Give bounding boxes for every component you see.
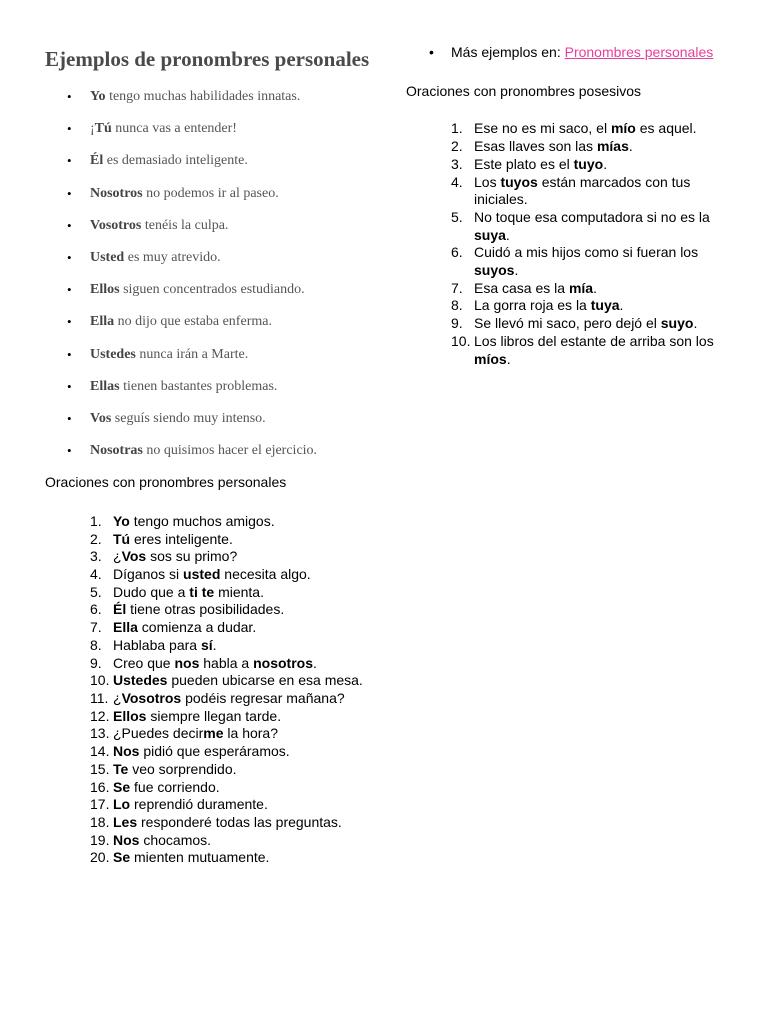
sentence-text: Cuidó a mis hijos como si fueran los (474, 244, 699, 261)
pronoun: me (203, 725, 224, 742)
list-number: 2. (90, 530, 102, 547)
pronoun: Ella (113, 619, 138, 636)
sentence-text: eres inteligente. (130, 530, 233, 547)
list-item (45, 655, 380, 673)
pronoun: Él (90, 153, 104, 169)
list-item (45, 672, 380, 690)
list-number: 10. (451, 332, 471, 349)
pronoun: nosotros (253, 654, 313, 671)
sentence-text: Este plato es el (474, 155, 574, 172)
list-number: 6. (451, 244, 463, 261)
example-text: es demasiado inteligente. (103, 153, 248, 169)
sentence-text: Díganos si (113, 566, 184, 583)
example-text: nunca irán a Marte. (135, 346, 249, 362)
example-text: tenéis la culpa. (141, 217, 229, 233)
sentence-text: . (628, 138, 633, 155)
pronoun: Ellos (90, 282, 120, 298)
sentence-text: tiene otras posibilidades. (126, 601, 285, 618)
list-number: 2. (451, 138, 463, 155)
list-item (45, 346, 380, 378)
sentence-text: reprendió duramente. (130, 796, 268, 813)
list-number: 9. (451, 315, 463, 332)
list-item (45, 849, 380, 867)
sentence-text: Dudo que a (113, 583, 190, 600)
example-text: tengo muchas habilidades innatas. (105, 89, 301, 104)
sentence-text: la hora? (223, 725, 278, 742)
pronoun: Nos (113, 831, 140, 848)
list-number: 10. (90, 672, 110, 689)
sentence-text: ¿ (113, 689, 122, 706)
list-number: 1. (90, 512, 102, 529)
sentence-text: Ese no es mi saco, el (474, 120, 611, 137)
personal-pronoun-examples-list (45, 88, 380, 474)
list-item (45, 152, 380, 184)
sentence-text: . (312, 654, 317, 671)
pronoun: míos (474, 350, 507, 367)
list-item (45, 442, 380, 474)
list-item (406, 244, 741, 279)
sentence-text: Esa casa es la (474, 279, 569, 296)
sentence-text: No toque esa computadora si no es la (474, 208, 710, 225)
list-item (45, 313, 380, 345)
list-number: 20. (90, 849, 110, 866)
sentence-text: veo sorprendido. (128, 760, 237, 777)
sentence-text: necesita algo. (220, 566, 311, 583)
pronoun: Tú (113, 530, 131, 547)
list-item (45, 548, 380, 566)
list-number: 9. (90, 654, 102, 671)
pronoun: Nosotras (90, 443, 143, 459)
list-item (45, 743, 380, 761)
list-item (406, 209, 741, 244)
pronoun: Nos (113, 743, 140, 760)
example-text: no quisimos hacer el ejercicio. (142, 443, 318, 459)
pronoun: Vos (121, 548, 147, 565)
list-item (406, 333, 741, 368)
example-text: nunca vas a entender! (111, 121, 237, 137)
list-item (45, 708, 380, 726)
pronoun: Él (113, 601, 127, 618)
sentence-text: tengo muchos amigos. (129, 512, 275, 529)
list-item (406, 138, 741, 156)
list-number: 15. (90, 760, 110, 777)
possessive-sentences-list (406, 120, 741, 368)
list-item (45, 761, 380, 779)
sentence-text: sos su primo? (146, 548, 238, 565)
example-prefix: ¡ (90, 121, 95, 137)
list-item (406, 156, 741, 174)
pronoun: suyos (474, 262, 515, 279)
sentence-text: están marcados con tus iniciales. (474, 173, 691, 208)
sentence-text: fue corriendo. (130, 778, 220, 795)
pronoun: ti te (189, 583, 215, 600)
list-number: 11. (90, 689, 109, 706)
more-examples-item (406, 44, 741, 62)
list-number: 17. (90, 796, 110, 813)
sentence-text: . (603, 155, 608, 172)
list-number: 12. (90, 707, 110, 724)
example-text: no dijo que estaba enferma. (114, 314, 272, 330)
example-text: seguís siendo muy intenso. (111, 410, 266, 426)
sentence-text: responderé todas las preguntas. (137, 813, 342, 830)
example-text: tienen bastantes problemas. (119, 378, 278, 394)
pronoun: suya (474, 226, 506, 243)
personal-sentences-list (45, 513, 380, 867)
pronoun: Tú (94, 121, 112, 137)
list-number: 8. (451, 297, 463, 314)
pronoun: Ustedes (113, 672, 168, 689)
list-item (45, 814, 380, 832)
pronoun: Yo (113, 512, 130, 529)
list-item (45, 120, 380, 152)
list-item (406, 297, 741, 315)
list-number: 7. (451, 279, 463, 296)
sentence-text: siempre llegan tarde. (146, 707, 282, 724)
example-text: no podemos ir al paseo. (142, 185, 279, 201)
list-number: 18. (90, 813, 110, 830)
pronoun: Se (113, 849, 131, 866)
personal-sentences-heading: Oraciones con pronombres personales (45, 474, 287, 491)
pronoun: tuyos (500, 173, 538, 190)
list-item (45, 637, 380, 655)
pronoun: usted (183, 566, 221, 583)
list-item (45, 566, 380, 584)
sentence-text: comienza a dudar. (137, 619, 257, 636)
list-item (45, 217, 380, 249)
list-number: 4. (90, 566, 102, 583)
sentence-text: . (593, 279, 597, 296)
pronoun: Ellos (113, 707, 147, 724)
sentence-text: chocamos. (139, 831, 212, 848)
example-text: siguen concentrados estudiando. (119, 282, 305, 298)
pronoun: Ustedes (90, 346, 136, 362)
sentence-text: ¿ (113, 548, 122, 565)
list-item (45, 185, 380, 217)
pronoun: Nosotros (90, 185, 143, 201)
pronoun: Vos (90, 410, 112, 426)
list-item (45, 584, 380, 602)
sentence-text: es aquel. (635, 120, 697, 137)
sentence-text: . (506, 350, 511, 367)
list-number: 19. (90, 831, 110, 848)
list-item (45, 88, 380, 120)
list-number: 7. (90, 619, 102, 636)
list-number: 5. (451, 208, 463, 225)
pronoun: Usted (90, 249, 125, 265)
list-item (45, 378, 380, 410)
more-examples-prefix: Más ejemplos en: (451, 44, 565, 60)
pronoun: sí (200, 636, 213, 653)
list-item (45, 832, 380, 850)
sentence-text: La gorra roja es la (474, 297, 591, 314)
list-item (45, 281, 380, 313)
sentence-text: pueden ubicarse en esa mesa. (167, 672, 363, 689)
list-item (406, 174, 741, 209)
left-column (45, 46, 380, 867)
sentence-text: . (693, 315, 698, 332)
list-item (406, 120, 741, 138)
pronoun: Se (113, 778, 131, 795)
pronoun: Vosotros (121, 689, 182, 706)
list-item (406, 280, 741, 298)
sentence-text: Esas llaves son las (474, 138, 597, 155)
list-item (45, 779, 380, 797)
pronoun: mía (568, 279, 594, 296)
sentence-text: . (212, 636, 217, 653)
pronoun: tuyo (573, 155, 604, 172)
sentence-text: . (505, 226, 510, 243)
pronoun: Te (113, 760, 129, 777)
pronoun: nos (174, 654, 200, 671)
list-item (45, 601, 380, 619)
sentence-text: podéis regresar mañana? (181, 689, 345, 706)
pronombres-personales-link[interactable]: Pronombres personales (564, 44, 714, 60)
pronoun: Ella (90, 314, 115, 330)
right-column (406, 44, 741, 368)
sentence-text: . (514, 262, 519, 279)
page-title: Ejemplos de pronombres personales (45, 47, 370, 71)
pronoun: Yo (90, 89, 106, 104)
pronoun: suyo (660, 315, 694, 332)
pronoun: Lo (113, 796, 131, 813)
pronoun: tuya (590, 297, 620, 314)
pronoun: mías (596, 138, 629, 155)
list-number: 3. (90, 548, 102, 565)
list-number: 4. (451, 173, 463, 190)
sentence-text: Los libros del estante de arriba son los (474, 332, 714, 349)
list-item (45, 796, 380, 814)
sentence-text: Creo que (113, 654, 175, 671)
list-number: 6. (90, 601, 102, 618)
list-number: 5. (90, 583, 102, 600)
list-number: 13. (90, 725, 110, 742)
possessive-sentences-heading: Oraciones con pronombres posesivos (406, 82, 642, 99)
sentence-text: ¿Puedes decir (113, 725, 204, 742)
sentence-text: Los (474, 173, 501, 190)
pronoun: Les (113, 813, 138, 830)
sentence-text: . (619, 297, 624, 314)
list-number: 1. (451, 120, 463, 137)
list-number: 3. (451, 155, 463, 172)
list-item (406, 315, 741, 333)
list-item (45, 725, 380, 743)
sentence-text: Hablaba para (113, 636, 201, 653)
example-text: es muy atrevido. (124, 249, 221, 265)
pronoun: Vosotros (90, 217, 142, 233)
sentence-text: mienten mutuamente. (130, 849, 270, 866)
pronoun: mío (610, 120, 636, 137)
list-item (45, 531, 380, 549)
sentence-text: Se llevó mi saco, pero dejó el (474, 315, 661, 332)
list-number: 8. (90, 636, 102, 653)
list-item (45, 619, 380, 637)
sentence-text: pidió que esperáramos. (139, 743, 290, 760)
list-number: 14. (90, 743, 110, 760)
sentence-text: mienta. (214, 583, 264, 600)
list-item (45, 410, 380, 442)
sentence-text: habla a (199, 654, 254, 671)
list-item (45, 513, 380, 531)
pronoun: Ellas (90, 378, 120, 394)
list-item (45, 690, 380, 708)
list-item (45, 249, 380, 281)
list-number: 16. (90, 778, 110, 795)
